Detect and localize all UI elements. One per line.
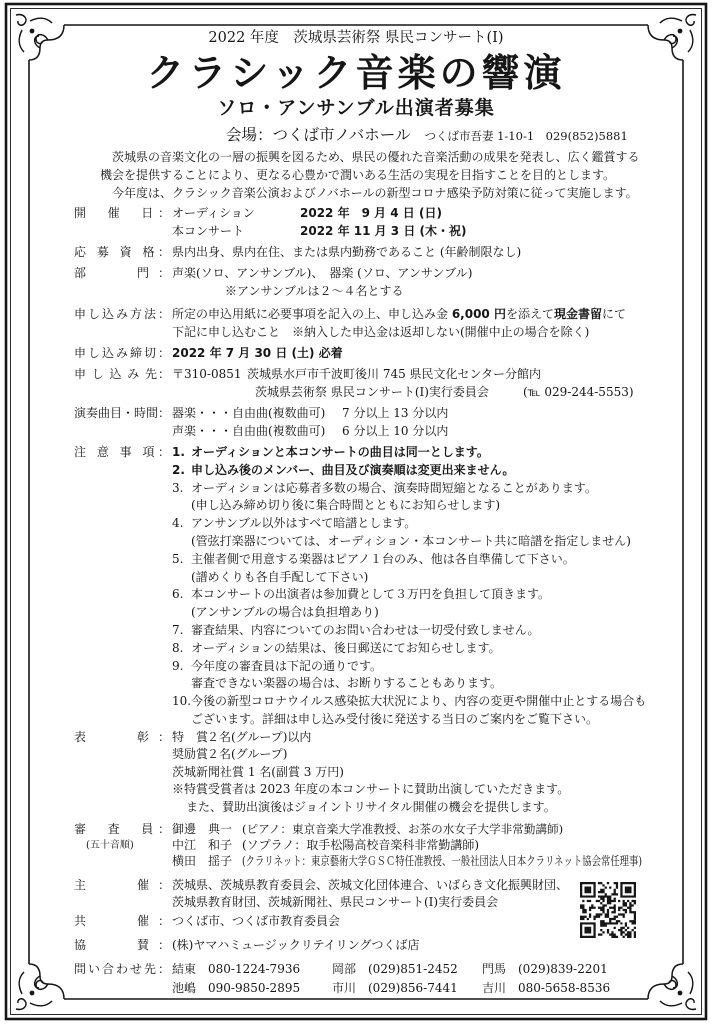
address-label: 申 し 込 み 先： xyxy=(74,367,170,381)
note-number: 4. xyxy=(172,516,184,531)
note-line: 本コンサートの出演者は参加費として３万円を負担して頂きます。 xyxy=(191,587,551,602)
note-number: 1. xyxy=(172,445,185,459)
award-value: ２名(グループ) xyxy=(207,747,288,762)
method-text: を添えて xyxy=(505,307,554,321)
audition-date: 2022 年 9 月 4 日 (日) xyxy=(300,206,442,220)
contact-name: 結東 xyxy=(172,962,197,976)
organizers-label: 主 催： xyxy=(74,878,170,892)
note-number: 7. xyxy=(172,622,184,637)
note-item xyxy=(172,515,646,551)
notes-section xyxy=(74,444,646,729)
note-item xyxy=(172,693,646,729)
contact-entry xyxy=(332,960,482,979)
contact-entry xyxy=(172,960,332,979)
note-line: アンサンブル以外はすべて暗譜とします。 xyxy=(191,516,417,531)
category-label: 部 門： xyxy=(74,266,170,280)
note-item xyxy=(172,658,646,694)
venue-name: 会場：つくば市ノバホール xyxy=(226,126,411,144)
note-item xyxy=(172,622,646,640)
repertoire-section xyxy=(74,405,448,441)
deadline-label: 申し込み締切： xyxy=(74,346,170,360)
eligibility-label: 応 募 資 格： xyxy=(74,245,170,259)
note-line: オーディションは応募者多数の場合、演奏時間短縮となることがあります。 xyxy=(191,480,597,495)
intro-paragraph xyxy=(100,148,640,202)
venue-address: つくば市吾妻 1-10-1 029(852)5881 xyxy=(424,129,628,143)
note-line: 今後の新型コロナウイルス感染拡大状況により、内容の変更や開催中止とする場合も xyxy=(191,694,647,709)
note-number: 9. xyxy=(172,658,184,673)
award-name: 特 賞 xyxy=(172,730,209,744)
event-line: 2022 年度 茨城県芸術祭 県民コンサート(Ⅰ) xyxy=(208,30,504,46)
organizers-line: 茨城県、茨城県教育委員会、茨城文化団体連合、いばらき文化振興財団、 xyxy=(172,878,569,892)
judge-role: (ピアノ：東京音楽大学准教授、お茶の水女子大学非常勤講師) xyxy=(242,822,564,836)
award-value: ２名(グループ)以内 xyxy=(207,730,312,744)
registered-mail: 現金書留 xyxy=(553,307,602,321)
venue-line xyxy=(226,125,628,146)
concert-name: 本コンサート xyxy=(172,223,245,238)
judge-name: 中江 和子 xyxy=(172,838,233,853)
contacts-section xyxy=(74,960,632,998)
method-text: にて xyxy=(602,307,627,321)
qr-code-icon xyxy=(580,882,636,938)
postal-code: 〒310-0851 xyxy=(172,367,242,381)
contact-name: 吉川 xyxy=(482,981,507,995)
note-line: (譜めくりも各自手配して下さい) xyxy=(191,569,369,584)
intro-line: 機会を提供することにより、更なる心豊かで潤いある生活の実現を目指すことを目的とします。 xyxy=(100,168,616,182)
sponsor-label: 協 賛： xyxy=(74,938,170,952)
intro-line: 今年度は、クラシック音楽公演およびノバホールの新型コロナ感染予防対策に従って実施します。 xyxy=(112,186,638,200)
note-item xyxy=(172,551,646,587)
note-number: 8. xyxy=(172,640,184,655)
judges-order-note: (五十音順) xyxy=(86,840,134,851)
contact-name: 市川 xyxy=(332,981,357,995)
method-text: 所定の申込用紙に必要事項を記入の上、申し込み金 xyxy=(172,307,452,321)
judge-role: (クラリネット：東京藝術大学ＧＳＣ特任准教授、一般社団法人日本クラリネット協会常任理事) xyxy=(242,854,643,869)
category-text: 声楽(ソロ、アンサンブル)、 器楽 (ソロ、アンサンブル) xyxy=(172,266,473,280)
page-subtitle: ソロ・アンサンブル出演者募集 xyxy=(217,97,495,119)
contact-entry xyxy=(482,979,632,998)
judge-name: 横田 揺子 xyxy=(172,854,233,869)
note-line: 申し込み後のメンバー、曲目及び演奏順は変更出来ません。 xyxy=(191,462,515,477)
judge-row xyxy=(172,853,712,869)
awards-label: 表 彰： xyxy=(74,730,170,744)
audition-name: オーディション xyxy=(172,206,255,220)
repertoire-label: 演奏曲目・時間： xyxy=(74,406,171,420)
co-organizers-label: 共 催： xyxy=(74,914,170,928)
fee-amount: 6,000 円 xyxy=(451,307,506,321)
note-number: 3. xyxy=(172,480,184,495)
eligibility-section xyxy=(74,244,521,262)
application-method-label: 申し込み方法： xyxy=(74,307,170,321)
contact-name: 池嶋 xyxy=(172,981,197,995)
category-note: ※アンサンブルは２～４名とする xyxy=(225,283,404,298)
application-method-line xyxy=(172,306,626,324)
note-line: 審査結果、内容についてのお問い合わせは一切受付致しません。 xyxy=(191,622,540,637)
concert-date: 2022 年 11 月 3 日 (木・祝) xyxy=(300,223,467,238)
eligibility-text: 県内出身、県内在住、または県内勤務であること (年齢制限なし) xyxy=(172,245,522,259)
note-number: 5. xyxy=(172,551,184,566)
note-item xyxy=(172,640,646,658)
co-organizers-text: つくば市、つくば市教育委員会 xyxy=(172,914,341,928)
newspaper-award: 茨城新聞社賞 1 名(副賞 3 万円) xyxy=(172,764,344,779)
contacts-label: 問い合わせ先： xyxy=(74,962,170,976)
note-line: (アンサンブルの場合は負担増あり) xyxy=(191,605,379,620)
judge-role: (ソプラノ：取手松陽高校音楽科非常勤講師) xyxy=(242,838,480,853)
repertoire-time: 6 分以上 10 分以内 xyxy=(342,423,449,438)
notes-label: 注 意 事 項： xyxy=(74,445,170,459)
note-line: (管弦打楽器については、オーディション・本コンサート共に暗譜を指定しません) xyxy=(191,533,631,548)
judges-section xyxy=(74,821,712,870)
co-organizers-section xyxy=(74,913,340,931)
award-name: 奨励賞 xyxy=(172,747,209,762)
intro-line: 茨城県の音楽文化の一層の振興を図るため、県民の優れた音楽活動の成果を発表し、広く鑑賞する xyxy=(112,150,640,164)
note-line: ございます。詳細は申し込み受付後に発送する当日のご案内をご覧下さい。 xyxy=(191,711,599,726)
contact-tel: (029)851-2452 xyxy=(368,962,458,976)
note-number: 10. xyxy=(172,694,192,709)
contact-tel: 080-5658-8536 xyxy=(518,981,611,995)
contact-entry xyxy=(332,979,482,998)
organizers-line: 茨城県教育財団、茨城新聞社、県民コンサート(Ⅰ)実行委員会 xyxy=(172,895,499,910)
judge-row xyxy=(172,821,712,837)
street-address: 茨城県水戸市千波町後川 745 県民文化センター分館内 xyxy=(247,367,542,381)
category-section xyxy=(74,265,472,301)
address-section xyxy=(74,366,634,402)
contact-tel: 080-1224-7936 xyxy=(208,962,301,976)
contact-tel: (029)839-2201 xyxy=(518,962,608,976)
deadline-date: 2022 年 7 月 30 日 (土) 必着 xyxy=(172,346,343,360)
contact-name: 岡部 xyxy=(332,962,357,976)
committee-name: 茨城県芸術祭 県民コンサート(Ⅰ)実行委員会 xyxy=(255,384,489,399)
page-title: クラシック音楽の響演 xyxy=(146,51,566,95)
note-line: 今年度の審査員は下記の通りです。 xyxy=(191,658,383,673)
sponsor-text: (株)ヤマハミュージックリテイリングつくば店 xyxy=(172,938,420,952)
award-note: ※特賞受賞者は 2023 年度の本コンサートに賛助出演していただきます。 xyxy=(172,782,570,797)
event-dates-label: 開 催 日： xyxy=(74,206,170,220)
contact-entry xyxy=(482,960,632,979)
committee-tel: (℡ 029-244-5553) xyxy=(523,384,634,399)
note-line: 主催者側で用意する楽器はピアノ１台のみ、他は各自準備して下さい。 xyxy=(191,551,575,566)
note-item xyxy=(172,480,646,516)
note-line: (申し込み締め切り後に集合時間とともにお知らせします) xyxy=(191,498,501,513)
organizers-section xyxy=(74,877,568,912)
note-line: オーディションと本コンサートの曲目は同一とします。 xyxy=(191,445,489,459)
repertoire-time: 7 分以上 13 分以内 xyxy=(342,406,449,420)
event-dates-section xyxy=(74,205,466,241)
application-method-section xyxy=(74,306,626,342)
note-item xyxy=(172,586,646,622)
note-item xyxy=(172,462,646,480)
repertoire-name: 器楽・・・自由曲(複数曲可) xyxy=(172,406,326,420)
contact-tel: 090-9850-2895 xyxy=(208,981,301,995)
deadline-section xyxy=(74,345,343,363)
award-note: また、賛助出演後はジョイントリサイタル開催の機会を提供します。 xyxy=(186,799,556,814)
contact-name: 門馬 xyxy=(482,962,507,976)
note-line: 審査できない楽器の場合は、お断りすることもあります。 xyxy=(191,676,503,691)
contact-entry xyxy=(172,979,332,998)
contact-tel: (029)856-7441 xyxy=(368,981,458,995)
note-item xyxy=(172,444,646,462)
awards-section xyxy=(74,729,569,816)
judge-row xyxy=(172,837,712,853)
note-line: オーディションの結果は、後日郵送にてお知らせします。 xyxy=(191,640,501,655)
repertoire-name: 声楽・・・自由曲(複数曲可) xyxy=(172,423,326,438)
judge-name: 御邊 典一 xyxy=(172,822,233,836)
note-number: 6. xyxy=(172,587,184,602)
application-method-line: 下記に申し込むこと ※納入した申込金は返却しない(開催中止の場合を除く) xyxy=(172,324,590,339)
note-number: 2. xyxy=(172,462,185,477)
sponsor-section xyxy=(74,937,419,955)
judges-label: 審 査 員： xyxy=(74,822,170,836)
